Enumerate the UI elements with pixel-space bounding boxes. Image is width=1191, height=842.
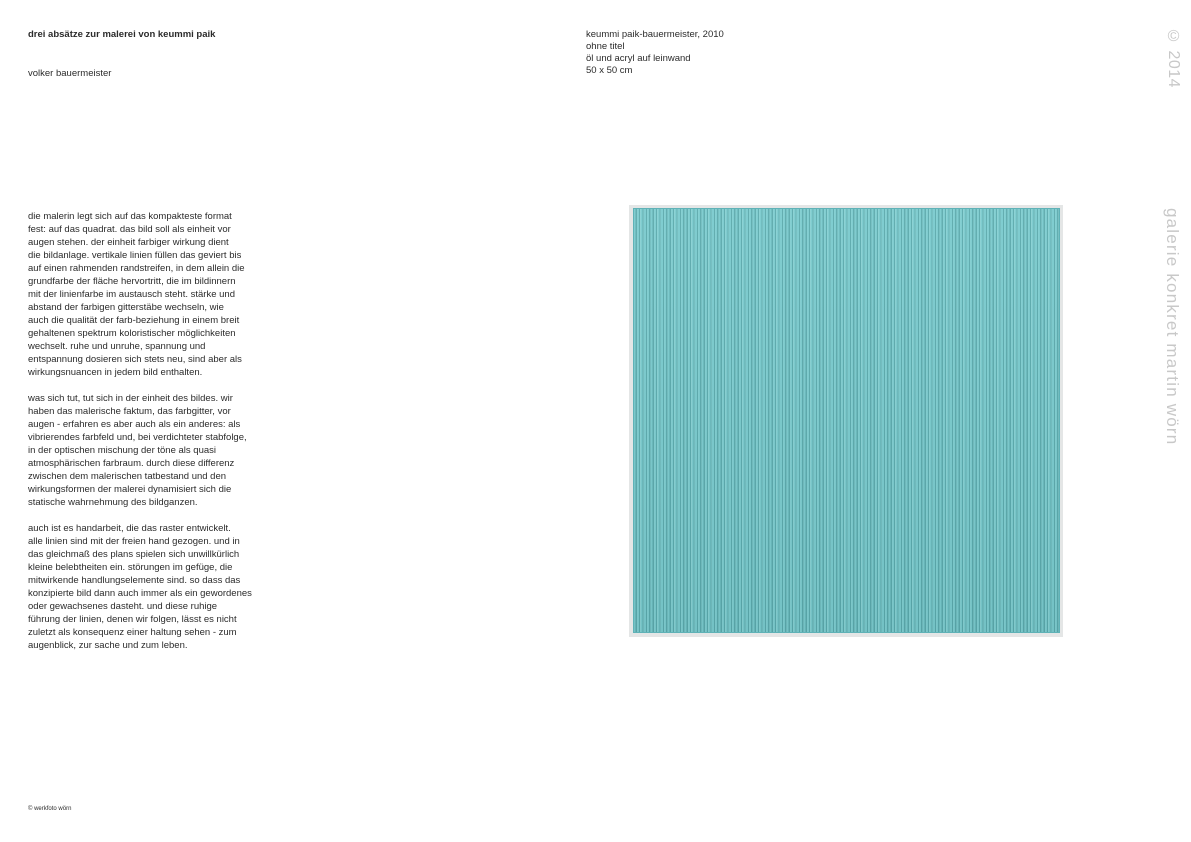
essay-line: abstand der farbigen gitterstäbe wechseln, wie bbox=[28, 302, 224, 313]
essay-line: statische wahrnehmung des bildganzen. bbox=[28, 497, 198, 508]
essay-line: mitwirkende handlungselemente sind. so dass das bbox=[28, 575, 241, 586]
essay-line: auf einen rahmenden randstreifen, in dem allein die bbox=[28, 263, 245, 274]
essay-line: führung der linien, denen wir folgen, lässt es nicht bbox=[28, 614, 237, 625]
essay-line: oder gewachsenes dasteht. und diese ruhige bbox=[28, 601, 218, 612]
essay-line: zwischen dem malerischen tatbestand und den bbox=[28, 471, 227, 482]
copyright-label: © 2014 bbox=[1165, 28, 1182, 89]
artwork-title: ohne titel bbox=[586, 41, 625, 52]
essay-line: augenblick, zur sache und zum leben. bbox=[28, 640, 188, 651]
essay-line: auch ist es handarbeit, die das raster entwickelt. bbox=[28, 523, 231, 534]
essay-line: gehaltenen spektrum koloristischer möglichkeiten bbox=[28, 328, 236, 339]
essay-line: was sich tut, tut sich in der einheit des bildes. wir bbox=[28, 393, 233, 404]
essay-line: wechselt. ruhe und unruhe, spannung und bbox=[28, 341, 206, 352]
essay-line: haben das malerische faktum, das farbgitter, vor bbox=[28, 406, 231, 417]
essay-line: augen - erfahren es aber auch als ein anderes: als bbox=[28, 419, 241, 430]
artwork-image bbox=[629, 205, 1063, 637]
essay-line: grundfarbe der fläche hervortritt, die im bildinnern bbox=[28, 276, 236, 287]
essay-title: drei absätze zur malerei von keummi paik bbox=[28, 29, 216, 40]
artwork-canvas bbox=[633, 208, 1060, 633]
essay-line: kleine belebtheiten ein. störungen im gefüge, die bbox=[28, 562, 233, 573]
photo-credit: © werkfoto wörn bbox=[28, 806, 72, 812]
essay-line: atmosphärischen farbraum. durch diese differenz bbox=[28, 458, 235, 469]
essay-line: zuletzt als konsequenz einer haltung sehen - zum bbox=[28, 627, 237, 638]
essay-line: die bildanlage. vertikale linien füllen das geviert bis bbox=[28, 250, 242, 261]
essay-line: auch die qualität der farb-beziehung in einem breit bbox=[28, 315, 240, 326]
essay-body bbox=[28, 210, 278, 665]
artwork-dimensions: 50 x 50 cm bbox=[586, 65, 633, 76]
essay-line: wirkungsformen der malerei dynamisiert sich die bbox=[28, 484, 232, 495]
essay-paragraph-1 bbox=[28, 210, 278, 379]
artwork-medium: öl und acryl auf leinwand bbox=[586, 53, 691, 64]
essay-line: entspannung dosieren sich stets neu, sind aber als bbox=[28, 354, 242, 365]
essay-line: in der optischen mischung der töne als quasi bbox=[28, 445, 217, 456]
essay-paragraph-3 bbox=[28, 522, 278, 652]
essay-paragraph-2 bbox=[28, 392, 278, 509]
essay-line: vibrierendes farbfeld und, bei verdichteter stabfolge, bbox=[28, 432, 247, 443]
essay-line: das gleichmaß des plans spielen sich unwillkürlich bbox=[28, 549, 240, 560]
artwork-artist-year: keummi paik-bauermeister, 2010 bbox=[586, 29, 724, 40]
essay-line: alle linien sind mit der freien hand gezogen. und in bbox=[28, 536, 240, 547]
essay-line: die malerin legt sich auf das kompakteste format bbox=[28, 211, 232, 222]
essay-author: volker bauermeister bbox=[28, 68, 112, 79]
artwork-caption bbox=[586, 29, 724, 77]
essay-line: konzipierte bild dann auch immer als ein gewordenes bbox=[28, 588, 252, 599]
gallery-name-label: galerie konkret martin wörn bbox=[1163, 208, 1182, 446]
essay-line: wirkungsnuancen in jedem bild enthalten. bbox=[28, 367, 203, 378]
essay-line: mit der linienfarbe im austausch steht. stärke und bbox=[28, 289, 235, 300]
essay-line: fest: auf das quadrat. das bild soll als einheit vor bbox=[28, 224, 231, 235]
essay-line: augen stehen. der einheit farbiger wirkung dient bbox=[28, 237, 229, 248]
